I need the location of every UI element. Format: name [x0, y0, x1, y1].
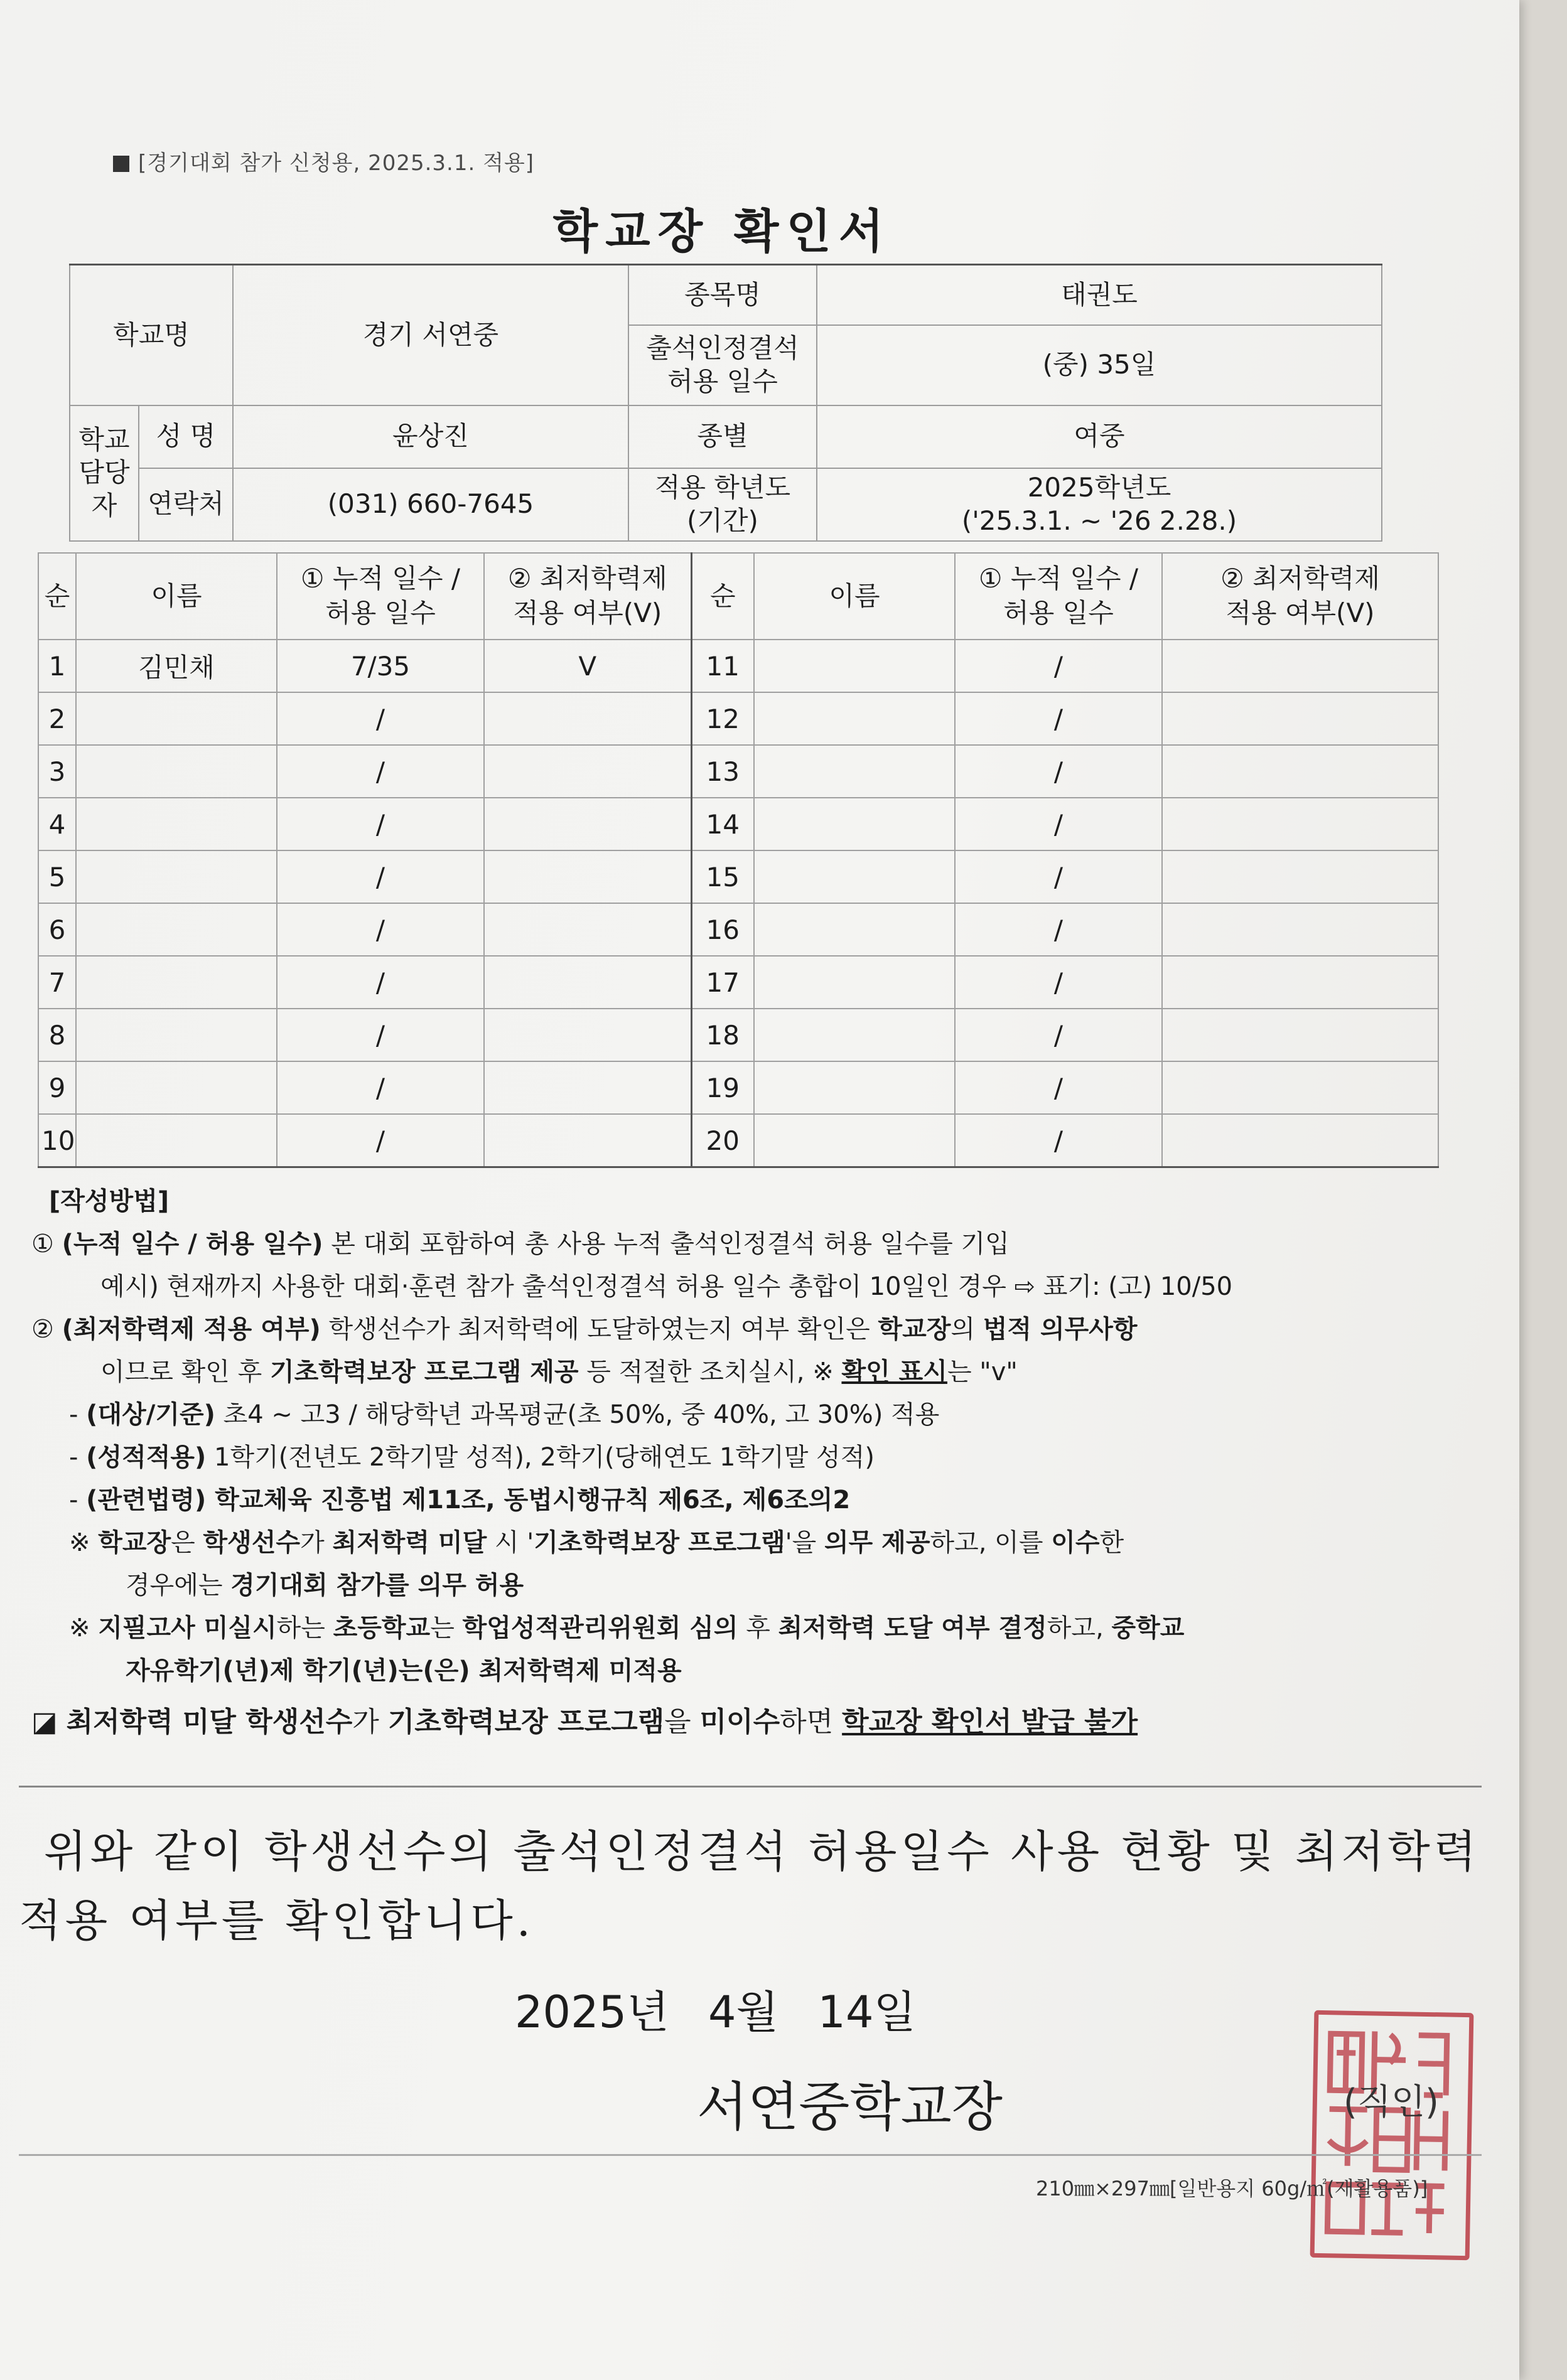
min-check-cell [484, 1009, 691, 1061]
divider-upper [19, 1786, 1482, 1788]
days-cell: / [955, 745, 1162, 798]
min-check-cell [484, 903, 691, 956]
issue-date: 2025년 4월 14일 [515, 1986, 917, 2038]
min-check-cell [484, 850, 691, 903]
days-cell: / [277, 903, 484, 956]
row-number: 14 [691, 798, 754, 850]
manager-contact-value: (031) 660-7645 [233, 468, 628, 541]
days-cell: / [277, 1114, 484, 1167]
school-info-table [69, 264, 1382, 542]
header-name-right: 이름 [754, 553, 955, 640]
table-row [38, 1009, 1438, 1061]
paper-spec: 210㎜×297㎜[일반용지 60g/㎡(재활용품)] [1036, 2177, 1428, 2200]
row-number: 16 [691, 903, 754, 956]
document-title: 학교장 확인서 [552, 205, 891, 259]
student-name: 김민채 [76, 640, 277, 692]
student-name [76, 956, 277, 1009]
student-name [754, 745, 955, 798]
student-name [76, 798, 277, 850]
sport-value: 태권도 [817, 265, 1382, 325]
days-cell: / [955, 1114, 1162, 1167]
days-cell: / [277, 745, 484, 798]
student-name [76, 745, 277, 798]
student-name [754, 1061, 955, 1114]
manager-name-value: 윤상진 [233, 405, 628, 468]
header-name-left: 이름 [76, 553, 277, 640]
min-check-cell [1162, 903, 1438, 956]
student-roster-table [38, 552, 1439, 1168]
form-usage-tag [113, 146, 534, 176]
row-number: 18 [691, 1009, 754, 1061]
min-check-cell [1162, 850, 1438, 903]
row-number: 17 [691, 956, 754, 1009]
student-name [76, 850, 277, 903]
principal-title: 서연중학교장 [697, 2076, 1003, 2138]
days-cell: / [277, 850, 484, 903]
min-check-cell [484, 1114, 691, 1167]
min-check-cell [1162, 692, 1438, 745]
manager-label: 학교 담당자 [70, 405, 139, 541]
category-value: 여중 [817, 405, 1382, 468]
row-number: 3 [38, 745, 76, 798]
student-name [754, 640, 955, 692]
school-year-label: 적용 학년도 (기간) [628, 468, 817, 541]
days-cell: / [955, 903, 1162, 956]
absence-days-value: (중) 35일 [817, 325, 1382, 405]
days-cell: / [955, 692, 1162, 745]
min-check-cell [1162, 1061, 1438, 1114]
min-check-cell [484, 1061, 691, 1114]
form-usage-text: [경기대회 참가 신청용, 2025.3.1. 적용] [138, 151, 535, 176]
student-name [754, 850, 955, 903]
row-number: 11 [691, 640, 754, 692]
table-row [38, 640, 1438, 692]
min-check-cell [484, 692, 691, 745]
header-no-right: 순 [691, 553, 754, 640]
absence-days-label: 출석인정결석 허용 일수 [628, 325, 817, 405]
grade-application-line: - (성적적용) 1학기(전년도 2학기말 성적), 2학기(당해연도 1학기말 성적) [69, 1443, 875, 1472]
days-cell: / [277, 692, 484, 745]
square-bullet-icon [113, 156, 129, 172]
min-check-cell [1162, 640, 1438, 692]
table-row [38, 1061, 1438, 1114]
days-cell: 7/35 [277, 640, 484, 692]
row-number: 6 [38, 903, 76, 956]
row-number: 4 [38, 798, 76, 850]
school-name-value: 경기 서연중 [233, 265, 628, 405]
days-cell: / [955, 850, 1162, 903]
arrow-box-icon: ◪ [31, 1706, 58, 1738]
official-seal-icon [1310, 2010, 1474, 2260]
row-number: 13 [691, 745, 754, 798]
instructions-heading: [작성방법] [49, 1187, 170, 1216]
note-1-continued: 경우에는 경기대회 참가를 의무 허용 [126, 1571, 524, 1600]
student-name [76, 1009, 277, 1061]
criteria-line: - (대상/기준) 초4 ~ 고3 / 해당학년 과목평균(초 50%, 중 40%, 고 30%) 적용 [69, 1400, 940, 1429]
days-cell: / [955, 1009, 1162, 1061]
student-name [76, 1061, 277, 1114]
row-number: 9 [38, 1061, 76, 1114]
instructions-section [31, 1180, 1463, 1744]
student-name [754, 798, 955, 850]
manager-name-label: 성 명 [139, 405, 233, 468]
sport-label: 종목명 [628, 265, 817, 325]
row-number: 7 [38, 956, 76, 1009]
row-number: 2 [38, 692, 76, 745]
min-check-cell [1162, 956, 1438, 1009]
student-name [754, 956, 955, 1009]
min-check-cell [1162, 1009, 1438, 1061]
days-cell: / [955, 956, 1162, 1009]
instruction-1: ① (누적 일수 / 허용 일수) 본 대회 포함하여 총 사용 누적 출석인정결석 허용 일수를 기입 [31, 1230, 1010, 1258]
student-name [754, 1114, 955, 1167]
signature-mark: (직인) [1344, 2082, 1439, 2123]
days-cell: / [955, 798, 1162, 850]
days-cell: / [277, 798, 484, 850]
confirmation-statement: 위와 같이 학생선수의 출석인정결석 허용일수 사용 현황 및 최저학력 적용 여부를 확인합니다. [19, 1826, 1480, 1946]
header-min-left: ② 최저학력제 적용 여부(V) [484, 553, 691, 640]
header-days-right: ① 누적 일수 / 허용 일수 [955, 553, 1162, 640]
divider-lower [19, 2154, 1482, 2156]
table-row [38, 850, 1438, 903]
min-check-cell [484, 798, 691, 850]
school-name-label: 학교명 [70, 265, 233, 405]
related-law-line: - (관련법령) 학교체육 진흥법 제11조, 동법시행규칙 제6조, 제6조의2 [69, 1486, 851, 1514]
student-name [754, 903, 955, 956]
row-number: 12 [691, 692, 754, 745]
category-label: 종별 [628, 405, 817, 468]
min-check-cell [484, 745, 691, 798]
row-number: 10 [38, 1114, 76, 1167]
days-cell: / [955, 1061, 1162, 1114]
manager-contact-label: 연락처 [139, 468, 233, 541]
instruction-2-continued: 이므로 확인 후 기초학력보장 프로그램 제공 등 적절한 조치실시, ※ 확인 표시는 "v" [100, 1358, 1018, 1386]
row-number: 5 [38, 850, 76, 903]
student-name [76, 692, 277, 745]
table-row [38, 903, 1438, 956]
student-name [754, 692, 955, 745]
row-number: 19 [691, 1061, 754, 1114]
row-number: 8 [38, 1009, 76, 1061]
table-row [38, 1114, 1438, 1167]
days-cell: / [277, 956, 484, 1009]
min-check-cell [1162, 1114, 1438, 1167]
row-number: 15 [691, 850, 754, 903]
row-number: 20 [691, 1114, 754, 1167]
header-min-right: ② 최저학력제 적용 여부(V) [1162, 553, 1438, 640]
table-row [38, 798, 1438, 850]
student-name [76, 903, 277, 956]
days-cell: / [277, 1009, 484, 1061]
note-1: ※ 학교장은 학생선수가 최저학력 미달 시 '기초학력보장 프로그램'을 의무 제공하고, 이를 이수한 [69, 1528, 1124, 1557]
min-check-cell [1162, 745, 1438, 798]
note-2-continued: 자유학기(년)제 학기(년)는(은) 최저학력제 미적용 [126, 1656, 682, 1685]
days-cell: / [277, 1061, 484, 1114]
header-no-left: 순 [38, 553, 76, 640]
days-cell: / [955, 640, 1162, 692]
instruction-1-example: 예시) 현재까지 사용한 대회·훈련 참가 출석인정결석 허용 일수 총합이 10일인 경우 ⇨ 표기: (고) 10/50 [100, 1272, 1233, 1301]
header-days-left: ① 누적 일수 / 허용 일수 [277, 553, 484, 640]
table-row [38, 692, 1438, 745]
note-2: ※ 지필고사 미실시하는 초등학교는 학업성적관리위원회 심의 후 최저학력 도달 여부 결정하고, 중학교 [69, 1614, 1185, 1643]
table-row [38, 956, 1438, 1009]
row-number: 1 [38, 640, 76, 692]
school-year-value: 2025학년도 ('25.3.1. ~ '26 2.28.) [817, 468, 1382, 541]
min-check-cell: V [484, 640, 691, 692]
student-name [754, 1009, 955, 1061]
table-row [38, 745, 1438, 798]
min-check-cell [1162, 798, 1438, 850]
final-notice: ◪ 최저학력 미달 학생선수가 기초학력보장 프로그램을 미이수하면 학교장 확인서 발급 불가 [31, 1706, 1138, 1738]
student-name [76, 1114, 277, 1167]
min-check-cell [484, 956, 691, 1009]
instruction-2: ② (최저학력제 적용 여부) 학생선수가 최저학력에 도달하였는지 여부 확인은 학교장의 법적 의무사항 [31, 1315, 1138, 1344]
